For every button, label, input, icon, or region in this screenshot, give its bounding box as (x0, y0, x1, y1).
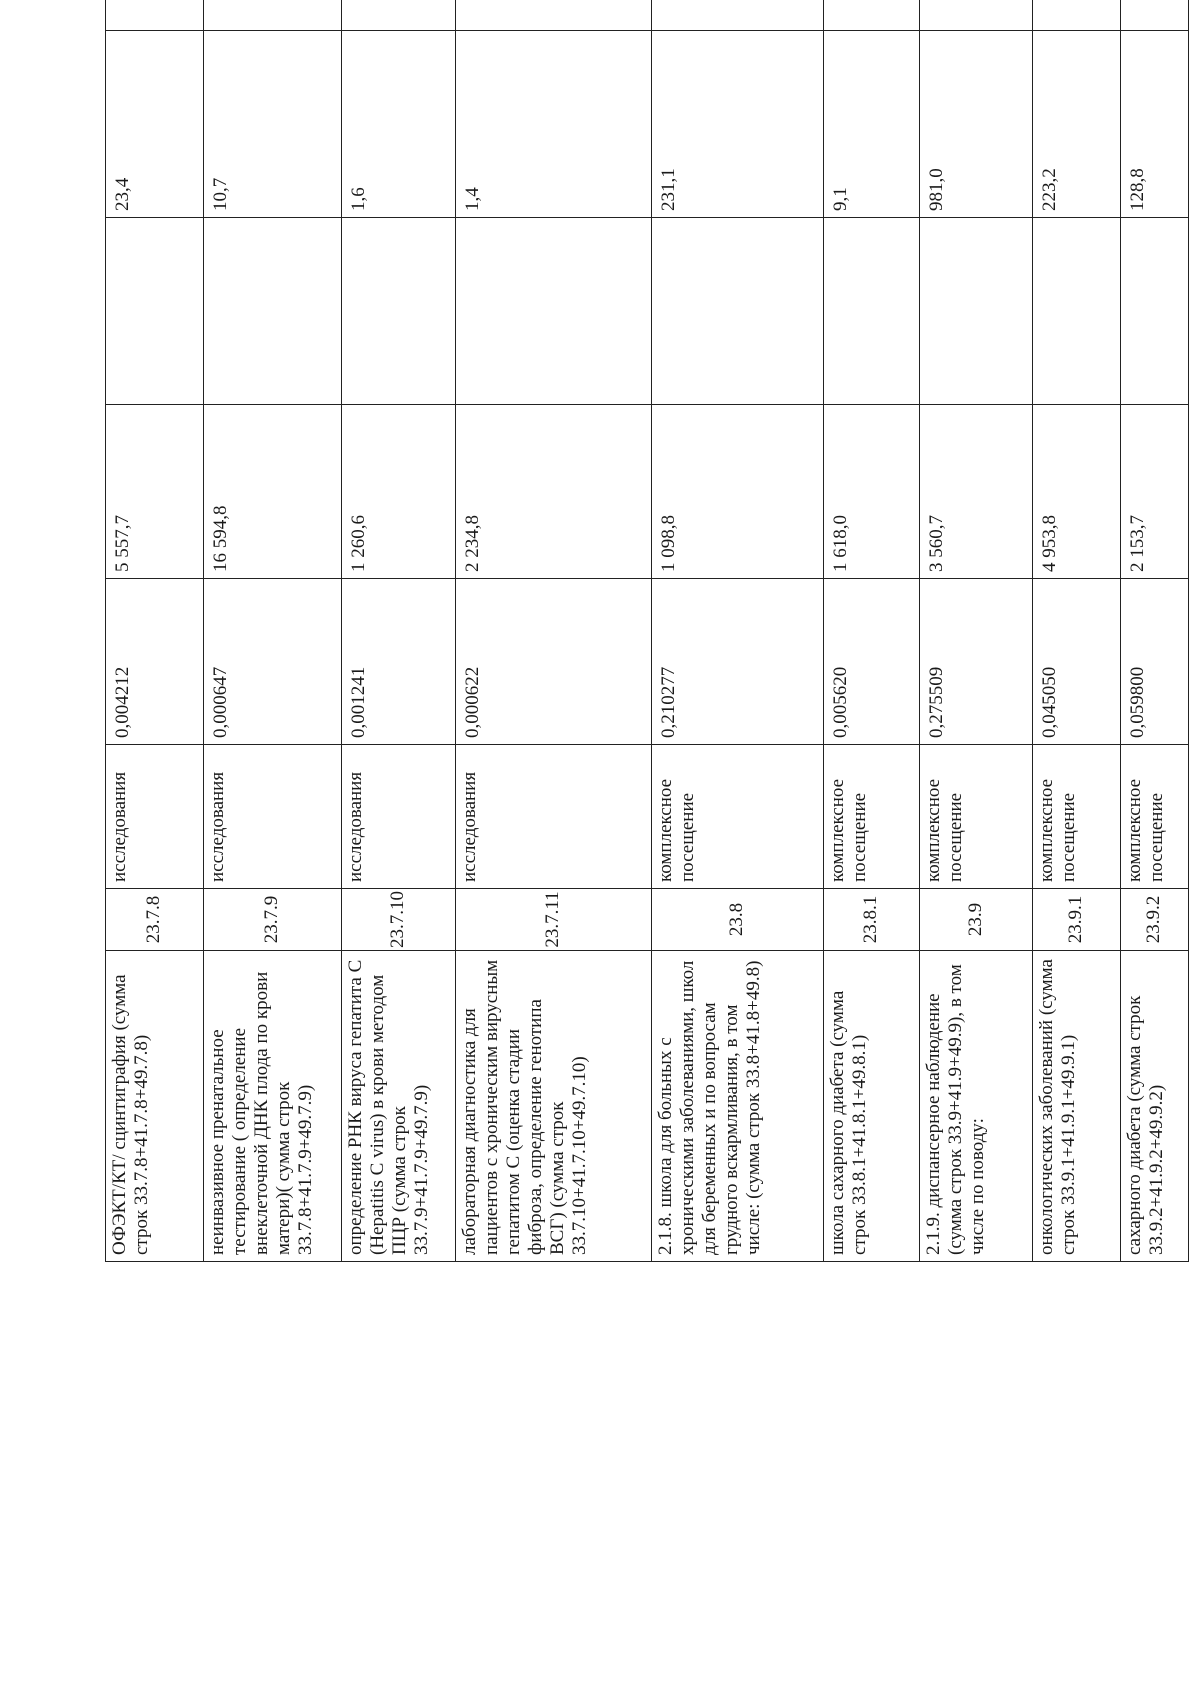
row-code-cell: 23.8 (651, 889, 823, 951)
row-unit-cell: комплексное посещение (823, 745, 920, 889)
row-code-cell: 23.9.2 (1120, 889, 1188, 951)
row-per-capita-cell: 231,1 (651, 31, 823, 218)
row-per-capita-cell: 223,2 (1032, 31, 1120, 218)
row-empty-cell (1120, 218, 1188, 405)
row-cost-cell: 16 594,8 (203, 405, 341, 579)
row-empty-cell-2 (341, 0, 455, 31)
row-code-cell: 23.7.11 (455, 889, 651, 951)
row-unit-cell: комплексное посещение (1032, 745, 1120, 889)
row-cost-cell: 2 234,8 (455, 405, 651, 579)
row-cost-cell: 1 098,8 (651, 405, 823, 579)
row-norm-cell: 0,001241 (341, 579, 455, 745)
row-empty-cell-2 (1032, 0, 1120, 31)
row-empty-cell (823, 218, 920, 405)
table-row (106, 0, 204, 1262)
table-row (920, 0, 1032, 1262)
table-row (1120, 0, 1188, 1262)
row-per-capita-cell: 981,0 (920, 31, 1032, 218)
row-norm-cell: 0,005620 (823, 579, 920, 745)
row-per-capita-cell: 128,8 (1120, 31, 1188, 218)
row-code-cell: 23.7.9 (203, 889, 341, 951)
row-unit-cell: исследования (203, 745, 341, 889)
table-row (1032, 0, 1120, 1262)
row-per-capita-cell: 9,1 (823, 31, 920, 218)
row-empty-cell (455, 218, 651, 405)
row-cost-cell: 3 560,7 (920, 405, 1032, 579)
row-empty-cell-2 (455, 0, 651, 31)
row-empty-cell-2 (1120, 0, 1188, 31)
row-name-cell: онкологических заболеваний (сумма строк 33.9.1+41.9.1+49.9.1) (1032, 951, 1120, 1262)
row-empty-cell-2 (203, 0, 341, 31)
table-row (651, 0, 823, 1262)
row-per-capita-cell: 23,4 (106, 31, 204, 218)
table-row (823, 0, 920, 1262)
row-empty-cell (651, 218, 823, 405)
row-unit-cell: исследования (341, 745, 455, 889)
row-empty-cell (106, 218, 204, 405)
row-cost-cell: 5 557,7 (106, 405, 204, 579)
table-row (203, 0, 341, 1262)
row-per-capita-cell: 1,6 (341, 31, 455, 218)
row-empty-cell (203, 218, 341, 405)
row-name-cell: лабораторная диагностика для пациентов с хроническим вирусным гепатитом С (оценка стадии фиброза, определение генотипа ВСГ) (сумма строк 33.7.10+41.7.10+49.7.10) (455, 951, 651, 1262)
row-unit-cell: комплексное посещение (1120, 745, 1188, 889)
table-row (341, 0, 455, 1262)
row-name-cell: сахарного диабета (сумма строк 33.9.2+41.9.2+49.9.2) (1120, 951, 1188, 1262)
row-norm-cell: 0,045050 (1032, 579, 1120, 745)
row-name-cell: школа сахарного диабета (сумма строк 33.8.1+41.8.1+49.8.1) (823, 951, 920, 1262)
row-unit-cell: исследования (106, 745, 204, 889)
row-name-cell: 2.1.8. школа для больных с хроническими заболеваниями, школ для беременных и по вопросам грудного вскармливания, в том числе: (сумма строк 33.8+41.8+49.8) (651, 951, 823, 1262)
row-empty-cell-2 (651, 0, 823, 31)
row-code-cell: 23.8.1 (823, 889, 920, 951)
row-name-cell: неинвазивное пренатальное тестирование ( определение внеклеточной ДНК плода по крови матери)( сумма строк 33.7.8+41.7.9+49.7.9) (203, 951, 341, 1262)
row-unit-cell: исследования (455, 745, 651, 889)
row-empty-cell (920, 218, 1032, 405)
row-per-capita-cell: 1,4 (455, 31, 651, 218)
table-body (106, 0, 1189, 1262)
row-code-cell: 23.7.10 (341, 889, 455, 951)
row-per-capita-cell: 10,7 (203, 31, 341, 218)
row-code-cell: 23.9 (920, 889, 1032, 951)
row-name-cell: ОФЭКТ/КТ/ сцинтиграфия (сумма строк 33.7.8+41.7.8+49.7.8) (106, 951, 204, 1262)
row-empty-cell-2 (106, 0, 204, 31)
row-empty-cell (1032, 218, 1120, 405)
row-empty-cell (341, 218, 455, 405)
row-norm-cell: 0,275509 (920, 579, 1032, 745)
program-cost-table (105, 0, 1189, 1262)
row-name-cell: 2.1.9. диспансерное наблюдение (сумма строк 33.9+41.9+49.9), в том числе по поводу: (920, 951, 1032, 1262)
row-norm-cell: 0,004212 (106, 579, 204, 745)
row-norm-cell: 0,000622 (455, 579, 651, 745)
row-name-cell: определение РНК вируса гепатита С (Hepatitis C virus) в крови методом ПЦР (сумма строк 33.7.9+41.7.9+49.7.9) (341, 951, 455, 1262)
row-cost-cell: 1 260,6 (341, 405, 455, 579)
row-norm-cell: 0,059800 (1120, 579, 1188, 745)
row-cost-cell: 1 618,0 (823, 405, 920, 579)
row-empty-cell-2 (823, 0, 920, 31)
row-code-cell: 23.9.1 (1032, 889, 1120, 951)
row-cost-cell: 2 153,7 (1120, 405, 1188, 579)
row-unit-cell: комплексное посещение (920, 745, 1032, 889)
row-norm-cell: 0,210277 (651, 579, 823, 745)
row-empty-cell-2 (920, 0, 1032, 31)
row-code-cell: 23.7.8 (106, 889, 204, 951)
table-row (455, 0, 651, 1262)
row-unit-cell: комплексное посещение (651, 745, 823, 889)
row-norm-cell: 0,000647 (203, 579, 341, 745)
row-cost-cell: 4 953,8 (1032, 405, 1120, 579)
